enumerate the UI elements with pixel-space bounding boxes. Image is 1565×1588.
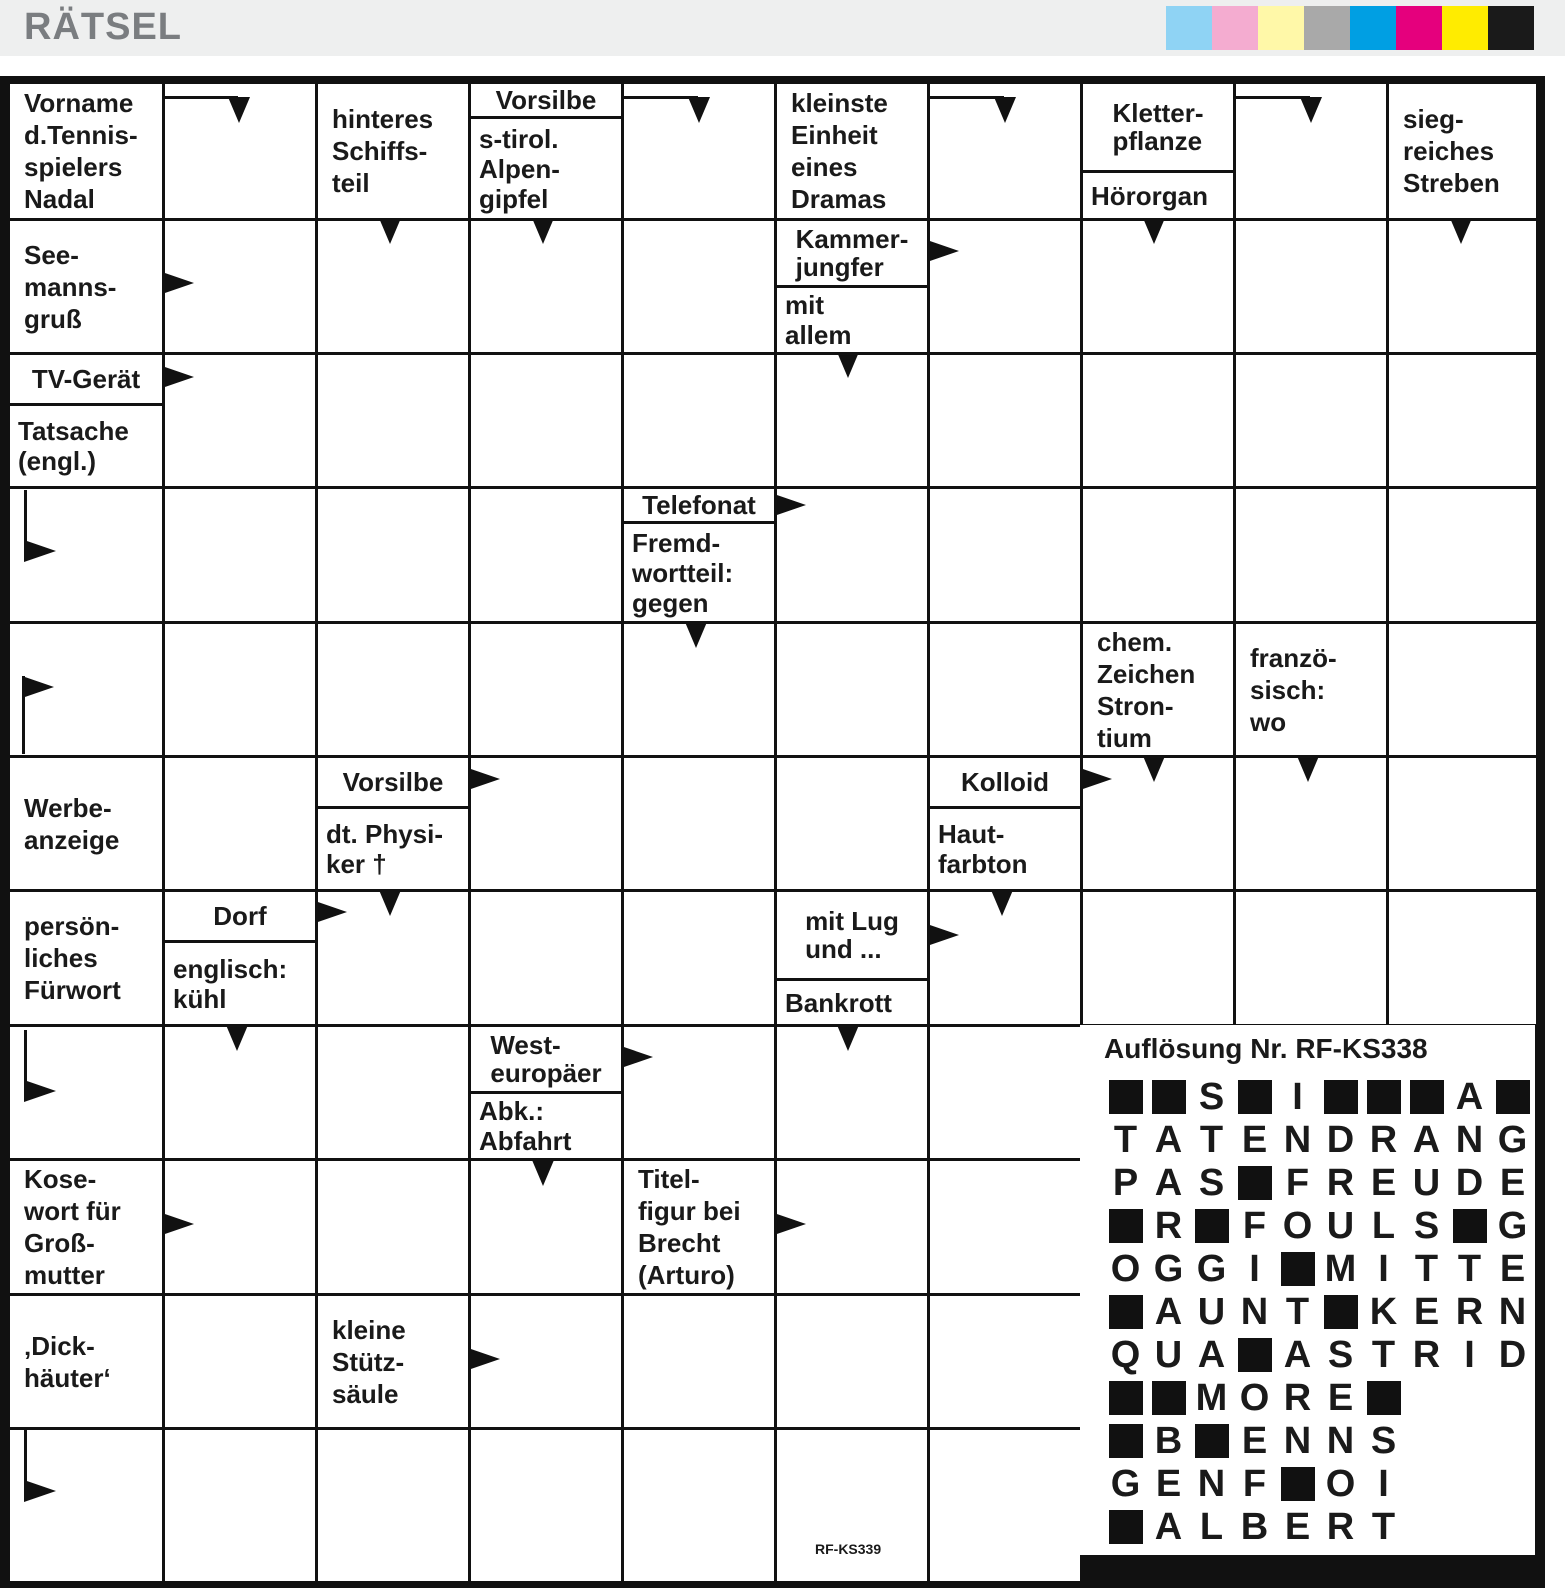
answer-cell[interactable]	[318, 1027, 468, 1158]
solution-row: S I A	[1104, 1077, 1534, 1117]
answer-cell[interactable]	[777, 1430, 927, 1581]
answer-cell[interactable]	[930, 1430, 1080, 1581]
clue-cell	[10, 221, 162, 352]
solution-block	[1152, 1080, 1186, 1114]
solution-block	[1109, 1510, 1143, 1544]
answer-cell[interactable]	[624, 892, 774, 1024]
solution-block	[1195, 1424, 1229, 1458]
answer-cell[interactable]	[624, 1296, 774, 1427]
color-swatch	[1258, 6, 1304, 50]
clue-cell	[165, 892, 315, 1024]
answer-cell[interactable]	[1236, 355, 1386, 486]
answer-cell[interactable]	[624, 758, 774, 889]
answer-cell[interactable]	[471, 1430, 621, 1581]
clue-cell	[471, 84, 621, 218]
clue-text-top: Vorsilbe	[318, 758, 468, 809]
arrow-down-icon	[379, 890, 401, 916]
clue-cell	[624, 1161, 774, 1293]
arrow-down-icon	[688, 97, 710, 123]
clue-text: Titel- figur bei Brecht (Arturo)	[638, 1164, 741, 1290]
answer-cell[interactable]	[930, 624, 1080, 755]
arrow-stem	[928, 96, 1004, 99]
answer-cell[interactable]	[318, 624, 468, 755]
solution-block	[1238, 1338, 1272, 1372]
arrow-down-icon	[685, 622, 707, 648]
clue-text-bottom: Hörorgan	[1091, 180, 1208, 211]
clue-text-top: Vorsilbe	[471, 84, 621, 119]
arrow-stem	[1234, 96, 1310, 99]
solution-block	[1453, 1209, 1487, 1243]
answer-cell[interactable]	[777, 758, 927, 889]
arrow-right-icon	[162, 1213, 194, 1235]
answer-cell[interactable]	[165, 1430, 315, 1581]
answer-cell[interactable]	[930, 1161, 1080, 1293]
answer-cell[interactable]	[1389, 355, 1536, 486]
answer-cell[interactable]	[1083, 355, 1233, 486]
arrow-right-icon	[927, 924, 959, 946]
answer-cell[interactable]	[471, 489, 621, 621]
solution-block	[1238, 1166, 1272, 1200]
arrow-right-icon	[315, 901, 347, 923]
arrow-down-icon	[1297, 756, 1319, 782]
clue-text-bottom: Fremd- wortteil: gegen	[632, 527, 734, 618]
clue-cell	[624, 489, 774, 621]
clue-text-bottom: mit allem	[785, 290, 852, 350]
arrow-down-icon	[1143, 756, 1165, 782]
clue-text-top: West- europäer	[471, 1027, 621, 1094]
solution-block	[1109, 1381, 1143, 1415]
solution-block	[1410, 1080, 1444, 1114]
clue-cell	[10, 892, 162, 1024]
clue-text: Werbe- anzeige	[24, 792, 120, 855]
clue-cell	[10, 758, 162, 889]
puzzle-code: RF-KS339	[815, 1541, 882, 1557]
arrow-down-icon	[837, 1025, 859, 1051]
clue-text: ‚Dick- häuter‘	[24, 1330, 111, 1393]
clue-cell	[471, 1027, 621, 1158]
solution-block	[1281, 1467, 1315, 1501]
color-swatch	[1350, 6, 1396, 50]
answer-cell[interactable]	[1389, 624, 1536, 755]
arrow-right-icon	[621, 1046, 653, 1068]
clue-text-top: mit Lug und ...	[777, 892, 927, 981]
answer-cell[interactable]	[1389, 892, 1536, 1024]
answer-cell[interactable]	[624, 355, 774, 486]
answer-cell[interactable]	[165, 1296, 315, 1427]
color-swatch	[1212, 6, 1258, 50]
clue-text-top: Kammer- jungfer	[777, 221, 927, 288]
arrow-down-icon	[1450, 218, 1472, 244]
solution-block	[1109, 1424, 1143, 1458]
clue-text-top: TV-Gerät	[10, 355, 162, 406]
clue-text: See- manns- gruß	[24, 239, 117, 334]
solution-block	[1324, 1295, 1358, 1329]
arrow-right-icon	[774, 1213, 806, 1235]
arrow-down-icon	[532, 218, 554, 244]
clue-cell	[1236, 624, 1386, 755]
answer-cell[interactable]	[777, 1296, 927, 1427]
answer-cell[interactable]	[165, 758, 315, 889]
answer-cell[interactable]	[165, 489, 315, 621]
arrow-right-icon	[24, 1080, 56, 1102]
solution-row: Q U A A S T R I D	[1110, 1333, 1527, 1376]
clue-text: hinteres Schiffs- teil	[332, 104, 434, 198]
clue-text: Kose- wort für Groß- mutter	[24, 1164, 121, 1290]
arrow-right-icon	[468, 1348, 500, 1370]
clue-cell	[10, 84, 162, 218]
clue-cell	[10, 355, 162, 486]
color-swatch	[1304, 6, 1350, 50]
arrow-right-icon	[24, 540, 56, 562]
clue-cell	[318, 758, 468, 889]
arrow-right-icon	[162, 272, 194, 294]
solution-block	[1152, 1381, 1186, 1415]
solution-block	[1324, 1080, 1358, 1114]
solution-block	[1367, 1080, 1401, 1114]
clue-text-bottom: s-tirol. Alpen- gipfel	[479, 123, 560, 214]
clue-cell	[318, 1296, 468, 1427]
solution-block	[1238, 1080, 1272, 1114]
arrow-down-icon	[1300, 97, 1322, 123]
clue-cell	[318, 84, 468, 218]
answer-cell[interactable]	[930, 1296, 1080, 1427]
solution-block	[1109, 1295, 1143, 1329]
clue-cell	[777, 892, 927, 1024]
clue-text-bottom: Haut- farbton	[938, 819, 1028, 879]
solution-row: G E N F O I	[1110, 1462, 1389, 1505]
answer-cell[interactable]	[471, 355, 621, 486]
clue-cell	[777, 84, 927, 218]
page-title: RÄTSEL	[24, 6, 182, 48]
answer-cell[interactable]	[1236, 892, 1386, 1024]
solution-panel	[1080, 1025, 1535, 1555]
clue-text: franzö- sisch: wo	[1250, 642, 1337, 737]
answer-cell[interactable]	[624, 1430, 774, 1581]
color-swatch	[1442, 6, 1488, 50]
arrow-right-icon	[24, 1480, 56, 1502]
color-swatch	[1488, 6, 1534, 50]
solution-block	[1195, 1209, 1229, 1243]
solution-block	[1109, 1209, 1143, 1243]
arrow-right-icon	[774, 494, 806, 516]
solution-title: Auflösung Nr. RF-KS338	[1104, 1033, 1428, 1064]
color-swatch	[1166, 6, 1212, 50]
arrow-right-icon	[22, 676, 54, 698]
solution-row: O G G I M I T T E	[1110, 1247, 1526, 1290]
clue-text-bottom: englisch: kühl	[173, 953, 288, 1014]
clue-text: Vorname d.Tennis- spielers Nadal	[24, 88, 138, 214]
arrow-right-icon	[1080, 768, 1112, 790]
color-swatch-bar	[1166, 6, 1534, 50]
clue-text-bottom: Abk.: Abfahrt	[479, 1096, 572, 1156]
clue-text: sieg- reiches Streben	[1403, 104, 1500, 198]
arrow-down-icon	[379, 218, 401, 244]
answer-cell[interactable]	[930, 355, 1080, 486]
answer-cell[interactable]	[624, 221, 774, 352]
answer-cell[interactable]	[318, 489, 468, 621]
solution-block	[1281, 1252, 1315, 1286]
solution-block	[1109, 1080, 1143, 1114]
clue-cell	[1083, 624, 1233, 755]
clue-cell	[10, 1296, 162, 1427]
solution-row: A L B E R T	[1104, 1507, 1405, 1547]
answer-cell[interactable]	[1236, 221, 1386, 352]
solution-row: A U N T K E R N	[1104, 1292, 1534, 1332]
answer-cell[interactable]	[10, 1430, 162, 1581]
clue-text-top: Kletter- pflanze	[1083, 84, 1233, 173]
answer-cell[interactable]	[1236, 489, 1386, 621]
arrow-stem	[622, 96, 698, 99]
solution-block	[1496, 1080, 1530, 1114]
clue-cell	[10, 1161, 162, 1293]
clue-text: kleine Stütz- säule	[332, 1314, 406, 1409]
answer-cell[interactable]	[1083, 892, 1233, 1024]
arrow-right-icon	[162, 366, 194, 388]
solution-row: B E N N S	[1104, 1421, 1405, 1461]
answer-cell[interactable]	[1083, 489, 1233, 621]
arrow-down-icon	[994, 97, 1016, 123]
clue-text-bottom: Bankrott	[785, 987, 892, 1018]
clue-cell	[930, 758, 1080, 889]
answer-cell[interactable]	[930, 1027, 1080, 1158]
answer-cell[interactable]	[318, 1161, 468, 1293]
answer-cell[interactable]	[930, 489, 1080, 621]
clue-text-top: Telefonat	[624, 489, 774, 524]
answer-cell[interactable]	[318, 355, 468, 486]
solution-row: T A T E N D R A N G	[1113, 1118, 1528, 1161]
color-swatch	[1396, 6, 1442, 50]
answer-cell[interactable]	[1389, 758, 1536, 889]
clue-text-top: Kolloid	[930, 758, 1080, 809]
clue-text-bottom: Tatsache (engl.)	[18, 416, 129, 476]
clue-text-bottom: dt. Physi- ker †	[326, 819, 444, 879]
answer-cell[interactable]	[471, 624, 621, 755]
arrow-down-icon	[991, 890, 1013, 916]
arrow-down-icon	[1143, 218, 1165, 244]
arrow-down-icon	[532, 1160, 554, 1186]
solution-block	[1367, 1381, 1401, 1415]
answer-cell[interactable]	[1389, 489, 1536, 621]
solution-row: M O R E	[1104, 1378, 1405, 1418]
arrow-down-icon	[228, 97, 250, 123]
clue-text: kleinste Einheit eines Dramas	[791, 88, 888, 214]
answer-cell[interactable]	[165, 624, 315, 755]
clue-cell	[777, 221, 927, 352]
solution-row: R F O U L S G	[1104, 1206, 1534, 1246]
clue-cell	[1389, 84, 1536, 218]
clue-cell	[1083, 84, 1233, 218]
answer-cell[interactable]	[471, 892, 621, 1024]
clue-text-top: Dorf	[165, 892, 315, 943]
arrow-down-icon	[226, 1025, 248, 1051]
answer-cell[interactable]	[318, 1430, 468, 1581]
answer-cell[interactable]	[777, 624, 927, 755]
arrow-right-icon	[927, 240, 959, 262]
page-header	[0, 0, 1565, 56]
arrow-down-icon	[837, 352, 859, 378]
solution-row: P A S F R E U D E	[1112, 1161, 1526, 1204]
clue-text: chem. Zeichen Stron- tium	[1097, 626, 1196, 753]
clue-text: persön- liches Fürwort	[24, 911, 121, 1005]
arrow-right-icon	[468, 768, 500, 790]
